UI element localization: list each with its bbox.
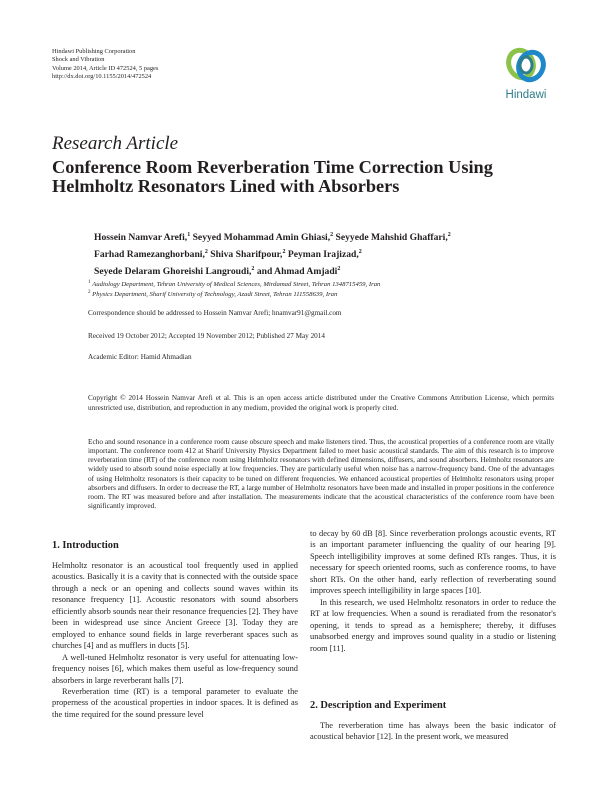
article-type: Research Article [52, 133, 179, 154]
section-heading: 2. Description and Experiment [310, 700, 447, 711]
author-name: Seyyed Mohammad Amin Ghiasi, [192, 232, 331, 244]
author-name: Seyyede Mahshid Ghaffari, [335, 232, 448, 244]
author-name: Peyman Irajizad, [287, 249, 359, 261]
logo-text: Hindawi [505, 89, 547, 101]
author-aff: 2 [447, 232, 451, 238]
author-list [94, 228, 554, 280]
paper-title [52, 158, 552, 196]
hindawi-logo-icon [496, 44, 556, 88]
right-column-section2 [310, 720, 556, 743]
paragraph: Helmholtz resonator is an acoustical tool frequently used in applied acoustics. Basically it is a cavity that is connected with the outside space through a neck or an opening and collects sound waves within its resonance frequency [1]. Acoustic resonators with sound absorbers efficiently absorb sounds near their resonance frequencies [2]. They have been in widespread use since Ancient Greece [3]. Today they are employed to enhance sound fields in large reverberant spaces such as churches [4] and as mufflers in ducts [5]. [52, 561, 298, 651]
right-column [310, 528, 556, 654]
title-line-2: Helmholtz Resonators Lined with Absorbers [52, 176, 400, 196]
author-aff: 2 [204, 249, 208, 256]
publisher: Hindawi Publishing Corporation [52, 48, 136, 55]
journal-name: Shock and Vibration [52, 56, 105, 64]
author-name: Hossein Namvar Arefi, [94, 232, 188, 244]
author-aff: 2 [358, 249, 362, 256]
journal-header [52, 48, 158, 81]
dates: Received 19 October 2012; Accepted 19 November 2012; Published 27 May 2014 [88, 332, 325, 340]
left-column [52, 560, 298, 720]
correspondence: Correspondence should be addressed to Hossein Namvar Arefi; hnamvar91@gmail.com [88, 309, 342, 317]
author-aff: 2 [330, 232, 334, 238]
volume-info: Volume 2014, Article ID 472524, 5 pages [52, 64, 159, 72]
title-line-1: Conference Room Reverberation Time Correction Using [52, 157, 493, 177]
academic-editor: Academic Editor: Hamid Ahmadian [88, 353, 192, 361]
paragraph: to decay by 60 dB [8]. Since reverberation prolongs acoustic events, RT is an important parameter influencing the quality of our hearing [9]. Speech intelligibility improves at some defined RTs ranges. Thus, it is necessary for speech oriented rooms, such as conference rooms, to have short RTs. On the other hand, early reflection of reverberating sound improves speech intelligibility in large spaces [10]. [310, 529, 556, 596]
author-name: Shiva Sharifpour, [210, 249, 283, 261]
paragraph: In this research, we used Helmholtz resonators in order to reduce the RT at low frequencies. When a sound is reradiated from the resonator's opening, it tends to spread as a hemisphere; thereby, it diffuses unabsorbed energy and improves sound quality in a studio or listening room [11]. [310, 597, 556, 653]
abstract: Echo and sound resonance in a conference room cause obscure speech and make listeners tired. Thus, the acoustical properties of a conference room are vitally important. The conference room 412 at Sharif University Physics Department failed to meet basic acoustical standards. The aim of this research is to improve reverberation time (RT) of the conference room using Helmholtz resonators with defined dimensions, diffusers, and sound absorbers. Helmholtz resonators are widely used to absorb sound noise especially at low frequencies. They are particularly useful when noise has a narrow-frequency band. One of the advantages of using Helmholtz resonators is their capacity to be tuned on different frequencies. We enhanced acoustical properties of Helmholtz resonators using proper absorbers and diffusers. In order to decrease the RT, a large number of Helmholtz resonators have been made and installed in proper positions in the conference room. The RT was measured before and after installation. The measurements indicate that the acoustical characteristics of the conference room have been significantly improved. [88, 437, 554, 511]
paragraph: The reverberation time has always been the basic indicator of acoustical behavior [12]. In the present work, we measured [310, 721, 556, 742]
affiliation-2: $^2$ Physics Department, Sharif University of Technology, Azadi Street, Tehran 111558639, Iran [88, 290, 338, 299]
author-name: Farhad Ramezanghorbani, [94, 249, 205, 261]
author-aff: 2 [337, 266, 341, 273]
paragraph: Reverberation time (RT) is a temporal parameter to evaluate the properness of the acoustical properties in indoor spaces. It is defined as the time required for the sound pressure level [52, 686, 298, 719]
affiliation-1: $^1$ Audiology Department, Tehran University of Medical Sciences, Mirdamad Street, Tehran 1348715459, Iran [88, 280, 381, 289]
paragraph: A well-tuned Helmholtz resonator is very useful for attenuating low-frequency noises [6], which makes them useful as low-frequency sound absorbers in large reverberant halls [7]. [52, 652, 298, 685]
author-name: and Ahmad Amjadi [256, 266, 338, 278]
hindawi-logo [496, 44, 556, 110]
author-aff: 2 [251, 266, 255, 273]
author-aff: 1 [187, 232, 191, 238]
doi-link[interactable]: http://dx.doi.org/10.1155/2014/472524 [52, 72, 152, 80]
author-aff: 2 [282, 249, 286, 256]
author-name: Seyede Delaram Ghoreishi Langroudi, [94, 266, 252, 278]
section-heading: 1. Introduction [52, 540, 119, 551]
copyright-notice: Copyright © 2014 Hossein Namvar Arefi et al. This is an open access article distributed under the Creative Commons Attribution License, which permits unrestricted use, distribution, and reproduction in any medium, provided the original work is properly cited. [88, 394, 554, 412]
